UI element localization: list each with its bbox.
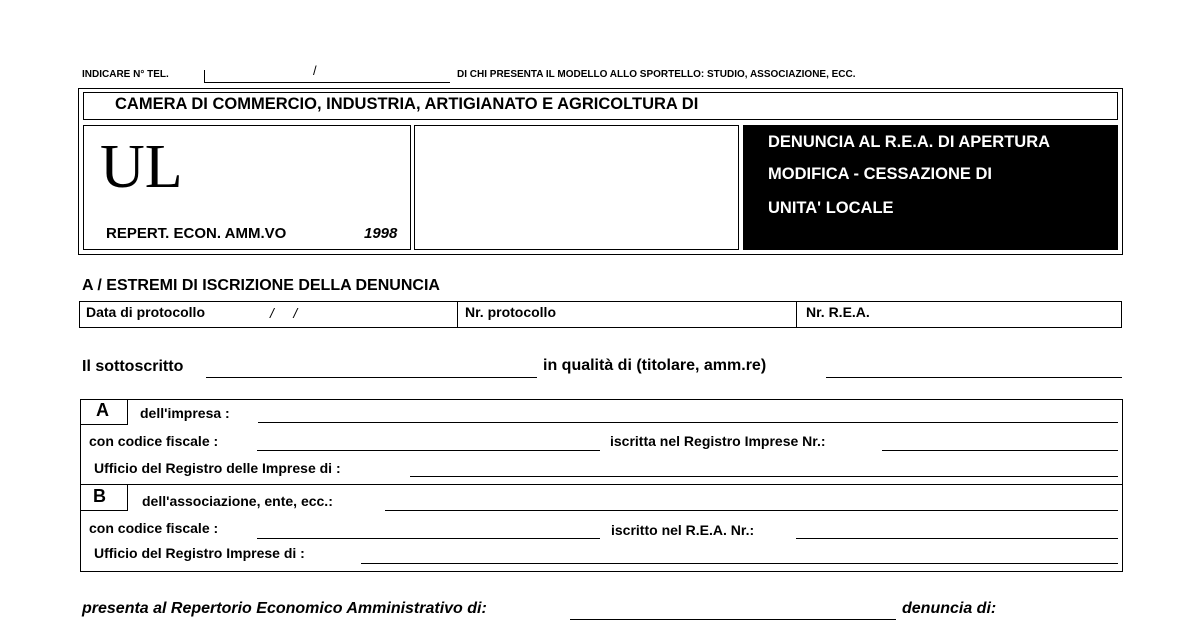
block-a-tax-code-label: con codice fiscale : [89,433,219,449]
section-a-divider-1 [457,301,458,328]
block-a-registry-label: iscritta nel Registro Imprese Nr.: [610,433,826,449]
presenter-note: DI CHI PRESENTA IL MODELLO ALLO SPORTELLO: STUDIO, ASSOCIAZIONE, ECC. [457,69,856,80]
form-title-line-2: MODIFICA - CESSAZIONE DI [768,165,992,183]
report-label: denuncia di: [902,600,997,617]
block-b-rea-label: iscritto nel R.E.A. Nr.: [611,522,755,538]
signatory-role-input[interactable] [826,377,1122,378]
tel-slash: / [313,63,317,78]
present-label: presenta al Repertorio Economico Amministrativo di: [82,600,487,617]
repert-label: REPERT. ECON. AMM.VO [106,225,287,242]
form-title-line-3: UNITA' LOCALE [768,199,894,217]
section-a-heading: A / ESTREMI DI ISCRIZIONE DELLA DENUNCIA [82,277,440,294]
association-label: dell'associazione, ente, ecc.: [142,493,333,509]
section-a-divider-2 [796,301,797,328]
section-a-table [79,301,1122,328]
form-code: UL [100,133,183,201]
rea-number-label: Nr. R.E.A. [806,304,870,320]
repert-year: 1998 [364,225,398,242]
block-b-rea-input[interactable] [796,538,1118,539]
tel-input[interactable] [204,82,450,83]
block-a-registry-input[interactable] [882,450,1118,451]
block-b-letter: B [93,486,106,506]
block-a-office-input[interactable] [410,476,1118,477]
block-a-letter: A [96,400,109,420]
date-protocol-slashes[interactable]: / / [270,305,298,321]
block-b-office-label: Ufficio del Registro Imprese di : [94,545,305,561]
present-input[interactable] [570,619,896,620]
signatory-name-input[interactable] [206,377,537,378]
tel-label: INDICARE N° TEL. [82,69,169,80]
block-a-office-label: Ufficio del Registro delle Imprese di : [94,460,341,476]
stamp-box[interactable] [414,125,739,250]
signatory-label: Il sottoscritto [82,358,184,375]
signatory-role-label: in qualità di (titolare, amm.re) [543,357,767,374]
protocol-number-label: Nr. protocollo [465,304,556,320]
block-separator [80,484,1123,485]
company-label: dell'impresa : [140,405,230,421]
form-title-line-1: DENUNCIA AL R.E.A. DI APERTURA [768,133,1051,151]
block-b-tax-code-input[interactable] [257,538,600,539]
chamber-title: CAMERA DI COMMERCIO, INDUSTRIA, ARTIGIANATO E AGRICOLTURA DI [115,95,699,113]
association-input[interactable] [385,510,1118,511]
date-protocol-label: Data di protocollo [86,304,205,320]
block-b-office-input[interactable] [361,563,1118,564]
block-a-tax-code-input[interactable] [257,450,600,451]
block-b-tax-code-label: con codice fiscale : [89,520,219,536]
company-input[interactable] [258,422,1118,423]
